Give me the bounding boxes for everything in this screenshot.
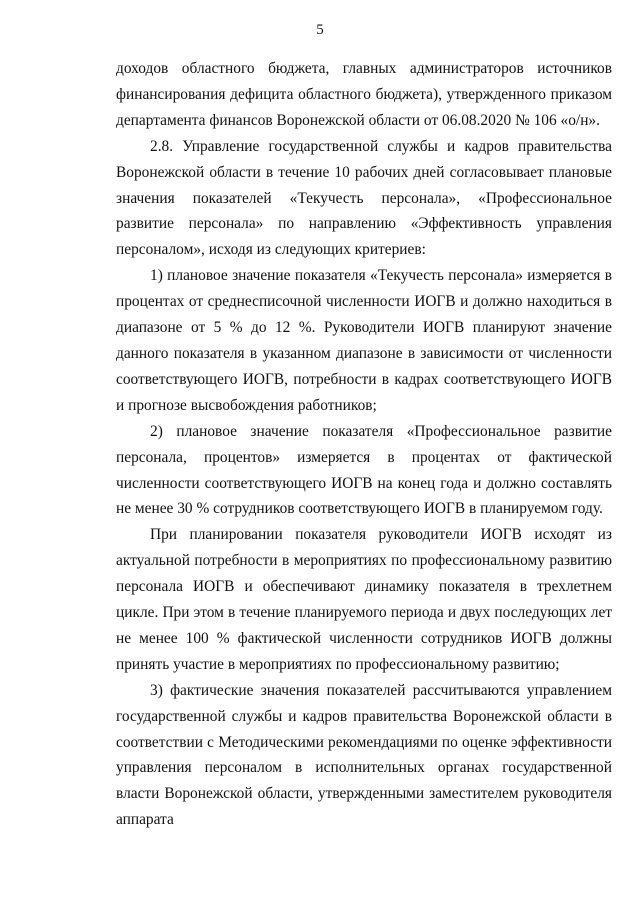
paragraph-item-1: 1) плановое значение показателя «Текучесть персонала» измеряется в процентах от среднесписочной численности ИОГВ и должно находиться в диапазоне от 5 % до 12 %. Руководители ИОГВ планируют значение данного показателя в указанном диапазоне в зависимости от численности соответствующего ИОГВ, потребности в кадрах соответствующего ИОГВ и прогнозе высвобождения работников; bbox=[116, 267, 612, 414]
paragraph-planning-note: При планировании показателя руководители ИОГВ исходят из актуальной потребности в мероприятиях по профессиональному развитию персонала ИОГВ и обеспечивают динамику показателя в трехлетнем цикле. При этом в течение планируемого периода и двух последующих лет не менее 100 % фактической численности сотрудников ИОГВ должны принять участие в мероприятиях по профессиональному развитию; bbox=[116, 526, 612, 673]
paragraph-item-3: 3) фактические значения показателей рассчитываются управлением государственной службы и кадров правительства Воронежской области в соответствии с Методическими рекомендациями по оценке эффективности управления персоналом в исполнительных органах государственной власти Воронежской области, утвержденными заместителем руководителя аппарата bbox=[116, 681, 612, 829]
paragraph-clause-2-8: 2.8. Управление государственной службы и кадров правительства Воронежской области в течение 10 рабочих дней согласовывает плановые значения показателей «Текучесть персонала», «Профессиональное развитие персонала» по направлению «Эффективность управления персоналом», исходя из следующих критериев: bbox=[116, 137, 612, 259]
paragraph-continuation: доходов областного бюджета, главных администраторов источников финансирования дефицита областного бюджета), утвержденного приказом департамента финансов Воронежской области от 06.08.2020 № 106 «о/н». bbox=[116, 60, 612, 129]
document-body bbox=[116, 56, 612, 833]
paragraph-item-2: 2) плановое значение показателя «Профессиональное развитие персонала, процентов» измеряется в процентах от фактической численности соответствующего ИОГВ на конец года и должно составлять не менее 30 % сотрудников соответствующего ИОГВ в планируемом году. bbox=[116, 422, 612, 518]
page-number: 5 bbox=[316, 22, 324, 38]
